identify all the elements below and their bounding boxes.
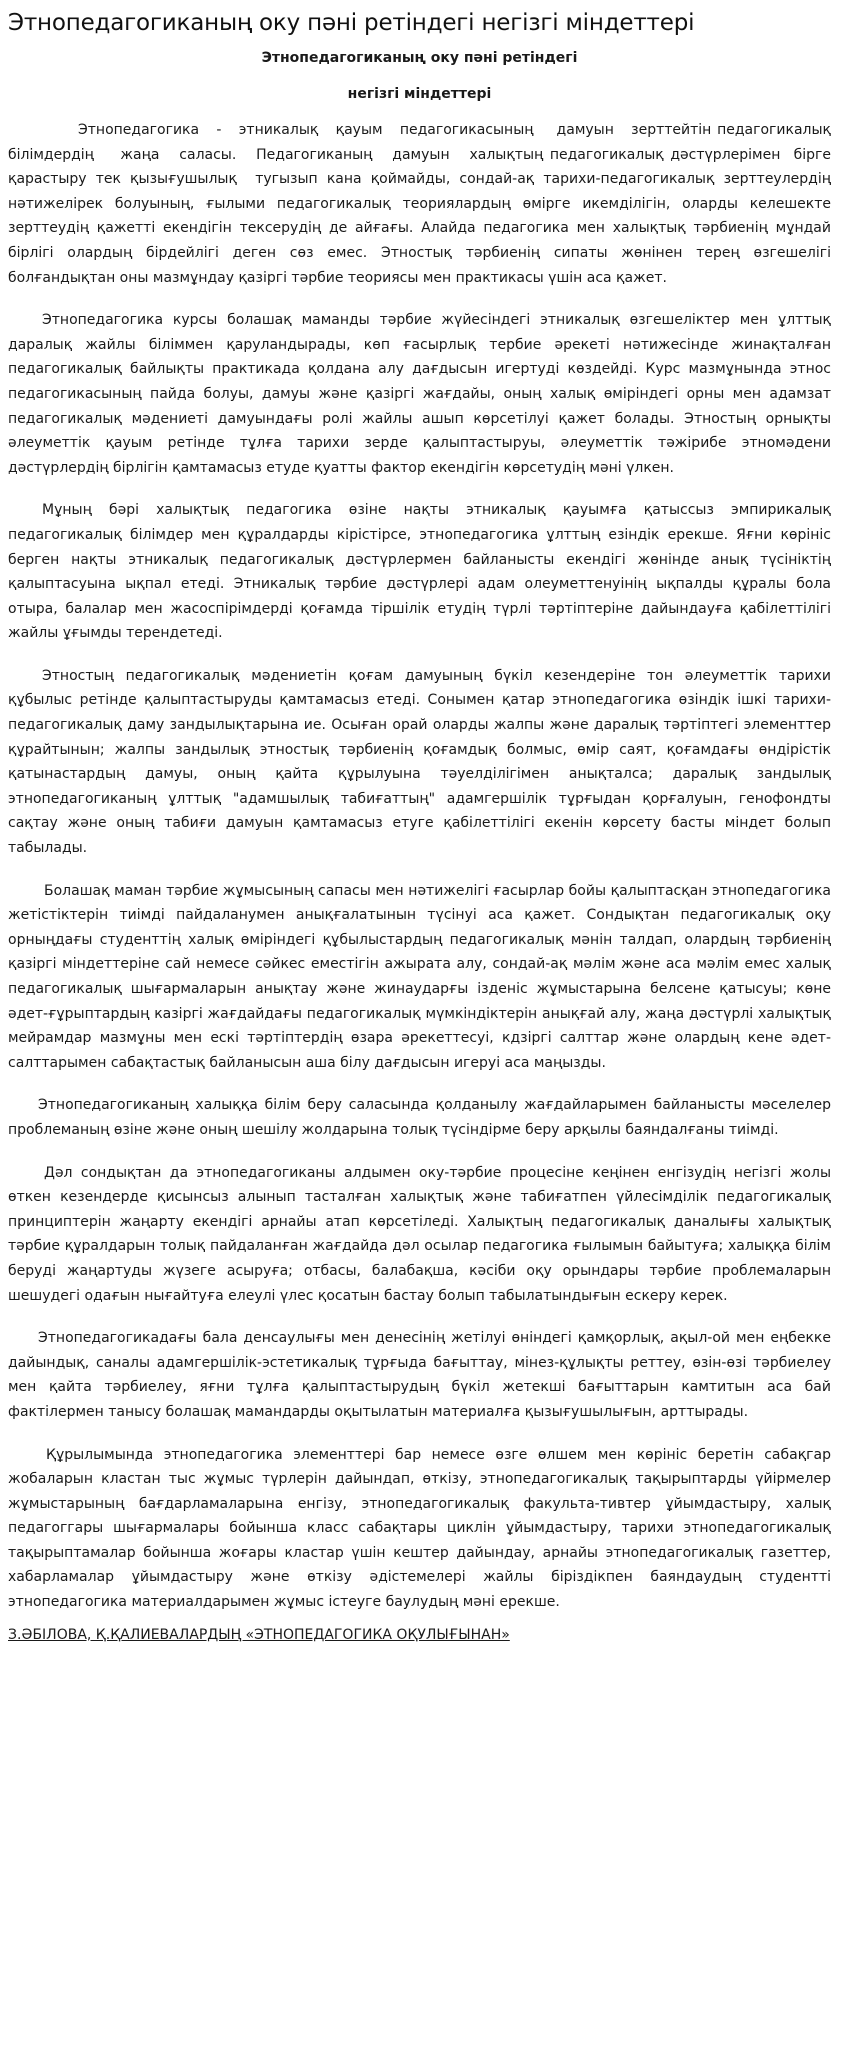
paragraph-5 [8,879,831,1076]
paragraph-9 [8,1443,831,1615]
paragraph-6-text: Этнопедагогиканың халыққа білім беру саласында қолданылу жағдайларымен байланысты мәселелер проблеманың өзіне және оның шешілу жолдарына толық түсіндірме беру арқылы баяндалғаны тиімді. [8,1097,831,1138]
paragraph-6 [8,1093,831,1142]
paragraph-2-text: Этнопедагогика курсы болашақ маманды тәрбие жүйесіндегі этникалық өзгешеліктер мен ұлттық даралық жайлы біліммен қаруландырады, көп ғасырлық тербие әрекеті нәтижесінде жинақталған педагогикалық байлықты практикада қолдана алу дағдысын игертуді көздейді. Курс мазмұнында этнос педагогикасының пайда болуы, дамуы және қазіргі жағдайы, оның халық өміріндегі орны мен адамзат педагогикалық мәдениеті дамуындағы ролі жайлы ашып көрсетілуі қажет болады. Этностың орнықты әлеуметтік қауым ретінде тұлға тарихи зерде қалыптастыруы, әлеуметтік тәжірибе этномәдени дәстүрлердің бірлігін қамтамасыз етуде қуатты фактор екендігін көрсетудің мәні үлкен. [8,312,831,476]
page-title: Этнопедагогиканың оку пәні ретіндегі негізгі міндеттері [8,10,695,36]
heading-line-2: негізгі міндеттері [347,86,492,102]
source-link[interactable]: З.ӘБІЛОВА, Қ.ҚАЛИЕВАЛАРДЫҢ «ЭТНОПЕДАГОГИКА ОҚУЛЫҒЫНАН» [8,1626,510,1643]
paragraph-1 [8,118,845,290]
paragraph-3 [8,498,831,646]
paragraph-9-text: Құрылымында этнопедагогика элементтері бар немесе өзге өлшем мен көрініс беретін сабақгар жобаларын кластан тыс жұмыс түрлерін дайындап, өткізу, этнопедагогикалық тақырыптарды үйірмелер жұмыстарының бағдарламаларына енгізу, этнопедагогикалық факультa-тивтер ұйымдастыру, халық педагоггары шығармалары бойынша класс сабақтары циклін ұйымдастыру, тарихи этнопедагогикалық тақырыптамалар бойынша жоғары кластар үшін кештер дайындау, арнайы этнопедагогикалық газеттер, хабарламалар ұйымдастыру және өткізу әдістемелері жайлы біріздікпен баяндаудың студентті этнопедагогика материалдарымен жұмыс істеуге баулудың мәні ерекше. [8,1446,831,1611]
document-page [8,0,845,1645]
paragraph-1-lead: Этнопедагогика [78,122,200,138]
paragraph-3-text: Мұның бәрі халықтық педагогика өзіне нақты этникалық қауымға қатыссыз эмпирикалық педагогикалық білімдер мен құралдарды кірістірсе, этнопедагогика ұлттың езіндік ерекше. Яғни көрініс берген нақты этникалық педагогикалық дәстүрлермен байланысты екендігі жөнінде анық түсініктің қалыптасуына ықпал етеді. Этникалық тәрбие дәстүрлері адам олеуметтенуінің ықпалды құралы бола отыра, балалар мен жасоспірімдерді қоғамда тіршілік етудің түрлі тәртіптеріне дайындауға қабілеттілігі жайлы ұғымды терендетеді. [8,502,831,642]
paragraph-2 [8,308,831,480]
paragraph-1-text: - этникалық қауым педагогикасының дамуын зерттейтін педагогикалық білімдердің жаңа саласы. Педагогиканың дамуын халықтың педагогикалық дәстүрлерімен бірге қарастыру тек қызығушылық тугызып кана қоймайды, сондай-ақ тарихи-педагогикалық зерттеулердің нәтижелірек болуының, ғылыми педагогикалық теориялардың өмірге икемділігін, оларды келешекте зерттеудің қажетті екендігін тексерудің де айғағы. Алайда педагогика мен халықтық тәрбиенің мұндай бірлігі олардың бірдейлігі деген сөз емес. Этностық тәрбиенің сипаты жөнінен терең өзгешелігі болғандықтан оны мазмұндау қазіргі тәрбие теориясы мен практикасы үшін аса қажет. [8,122,845,286]
paragraph-4-text: Этностың педагогикалық мәдениетін қоғам дамуының бүкіл кезендеріне тон әлеуметтік тарихи құбылыс ретінде қалыптастыруды қамтамасыз етеді. Сонымен қатар этнопедагогика өзіндік ішкі тарихи-педагогикалық даму зандылықтарына ие. Осыған орай оларды жалпы және даралық тәртіптегі элементтер құрайтынын; жалпы зандылық этностық тәрбиенің қоғамдық болмыс, өмір саят, қоғамдағы өндірістік қатынастардың дамуы, оның қайта құрылуына тәуелділігімен анықталса; даралық зандылық этнопедагогиканың ұлттық "адамшылық табиғаттың" адамгершілік тұрғыдан қорғалуын, генофондты сақтау және оның табиғи дамуын қамтамасыз етуге қабілеттілігі екенін көрсету басты міндет болып табылады. [8,667,831,857]
paragraph-7 [8,1161,831,1309]
paragraph-7-text: Дәл сондықтан да этнопедагогиканы алдымен оку-тәрбие процесіне кеңінен енгізудің негізгі жолы өткен кезендерде қисынсыз алынып тасталған халықтық және табиғатпен үйлесімділік педагогикалық принциптерін жаңарту екендігі арнайы атап көрсетіледі. Халықтың педагогикалық даналығы халықтық тәрбие құралдарын толық пайдаланған жағдайда дәл осылар педагогика ғылымын байытуға; халыққа білім беруді жаңартуды жүзеге асыруға; отбасы, балабақша, кәсіби оқу орындары тәрбие проблемаларын шешудегі одағын нығайтуға елеулі үлес қосатын бастау болып табылатындығын ескеру керек. [8,1164,831,1304]
heading-line-1: Этнопедагогиканың оку пәні ретіндегі [261,50,578,66]
paragraph-5-text: Болашақ маман тәрбие жұмысының сапасы мен нәтижелігі ғасырлар бойы қалыптасқан этнопедагогика жетістіктерін тиімді пайдаланумен анықғалатынын түсінуі аса қажет. Сондықтан педагогикалық оқу орныңдағы студенттің халық өміріндегі құбылыстардың педагогикалық мәнін талдап, олардың тәрбиенің қазіргі міндеттеріне сай немесе сәйкес еместігін ажырата алу, сондай-ақ мәлім және аса мәлім емес халық педагогикалық шығармаларын анықтау және жинаударғы ізденіс жұмыстарына белсене қатысуы; көне әдет-ғұрыптардың казіргі жағдайдағы педагогикалық мүмкіндіктерін анықғай алу, жаңа дәстүрлі халықтық мейрамдар мазмұны мен ескі тәртіптердің өзара әрекеттесуі, кдзіргі салттар және олардың кене әдет-салттарымен сабақтастық байланысын аша білу дағдысын игеруі аса маңызды. [8,882,831,1071]
paragraph-4 [8,664,831,861]
paragraph-8 [8,1326,831,1424]
paragraph-8-text: Этнопедагогикадағы бала денсаулығы мен денесінің жетілуі өніндегі қамқорлық, ақыл-ой мен еңбекке дайындық, саналы адамгершілік-эстетикалық тұрғыда бағыттау, мінез-құлықты реттеу, өзін-өзі тәрбиелеу мен қайта тәрбиелеу, яғни тұлға қалыптастырудың бүкіл жетекші бағыттарын камтитын аса бай фактілермен танысу болашақ мамандарды оқытылатын материалға қызығушылығын, арттырады. [8,1330,831,1420]
